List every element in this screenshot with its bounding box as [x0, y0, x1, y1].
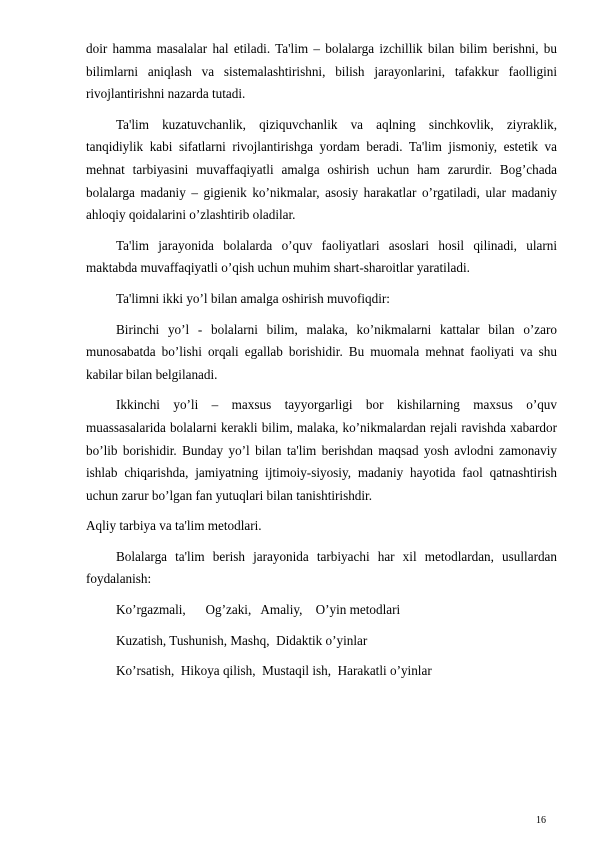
paragraph-talim-qualities: Ta'lim kuzatuvchanlik, qiziquvchanlik va aqlning sinchkovlik, ziyraklik, tanqidiylik kabi sifatlarni rivojlantirishga yordam beradi. Ta'lim jismoniy, estetik va mehnat tarbiyasini muvaffaqiyatli amalga oshirish uchun ham zarurdir. Bog’chada bolalarga madaniy – gigienik ko’nikmalar, asosiy harakatlar o’rgatiladi, ular madaniy ahloqiy qoidalarini o’zlashtirib oladilar.: [86, 116, 557, 223]
paragraph-second-way: Ikkinchi yo’li – maxsus tayyorgarligi bor kishilarning maxsus o’quv muassasalarida bolalarni kerakli bilim, malaka, ko’nikmalardan rejali ravishda xabardor bo’lib borishidir. Bunday yo’l bilan ta'lim berishdan maqsad yosh avlodni zamonaviy ishlab chiqarishda, jamiyatning ijtimoiy-siyosiy, madaniy hayotida faol qatnashtirish uchun zarur bo’lgan fan yutuqlari bilan tanishtirishdir.: [86, 397, 557, 503]
paragraph-continuation: doir hamma masalalar hal etiladi. Ta'lim – bolalarga izchillik bilan bilim berishni, bu bilimlarni aniqlash va sistemalashtirishni, bilish jarayonlarini, tafakkur faolligini rivojlantirishni nazarda tutadi.: [86, 41, 557, 102]
document-page: [86, 38, 557, 691]
paragraph-learning-activities: Ta'lim jarayonida bolalarda o’quv faoliyatlari asoslari hosil qilinadi, ularni maktabda muvaffaqiyatli o’qish uchun muhim shart-sharoitlar yaratiladi.: [86, 237, 557, 276]
methods-list-line: Ko’rsatish, Hikoya qilish, Mustaqil ish, Harakatli o’yinlar: [116, 663, 432, 679]
section-heading: Aqliy tarbiya va ta'lim metodlari.: [86, 518, 262, 534]
methods-list-line: Ko’rgazmali, Og’zaki, Amaliy, O’yin metodlari: [116, 602, 401, 618]
page-number: 16: [536, 815, 546, 826]
paragraph-methods-intro: Bolalarga ta'lim berish jarayonida tarbiyachi har xil metodlardan, usullardan foydalanish:: [86, 548, 557, 587]
paragraph-two-ways: Ta'limni ikki yo’l bilan amalga oshirish muvofiqdir:: [116, 290, 390, 306]
methods-list-line: Kuzatish, Tushunish, Mashq, Didaktik o’yinlar: [116, 632, 368, 648]
paragraph-first-way: Birinchi yo’l - bolalarni bilim, malaka, ko’nikmalarni kattalar bilan o’zaro munosabatda bo’lishi orqali egallab borishidir. Bu muomala mehnat faoliyati va shu kabilar bilan belgilanadi.: [86, 321, 557, 382]
